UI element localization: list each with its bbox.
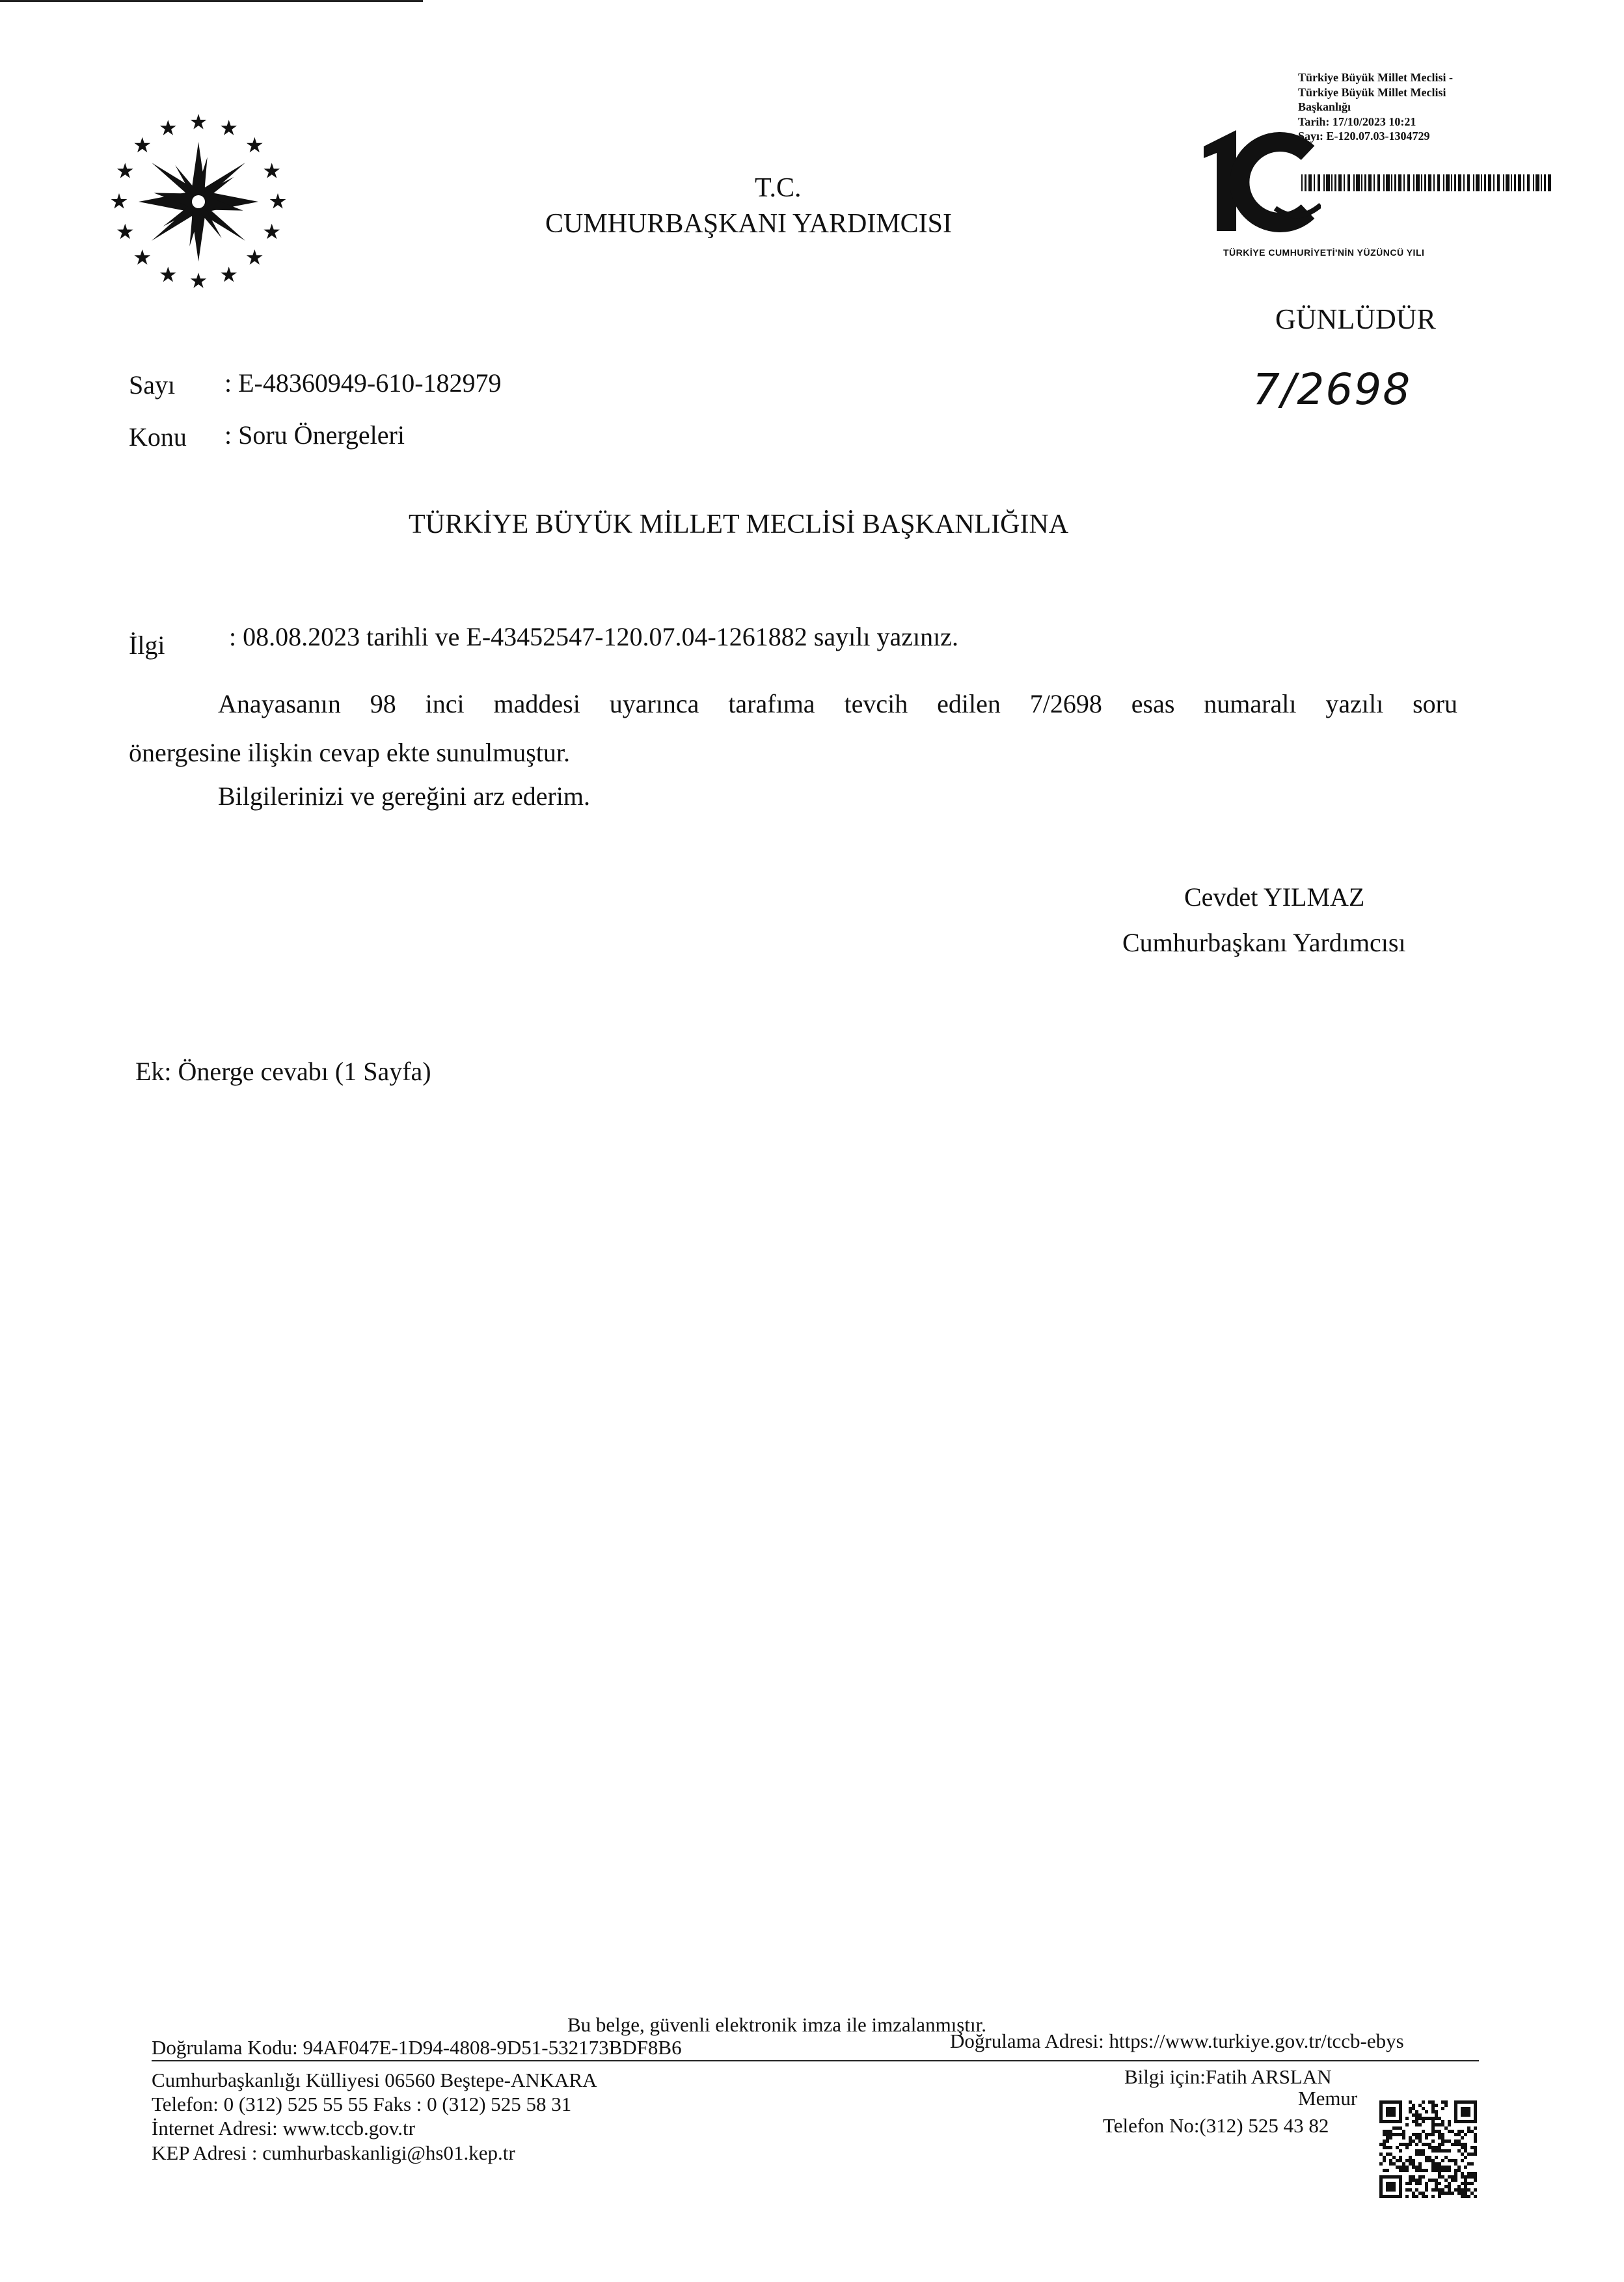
- signatory-name: Cevdet YILMAZ: [1184, 882, 1365, 912]
- signatory-title: Cumhurbaşkanı Yardımcısı: [1122, 928, 1406, 957]
- org-heading: CUMHURBAŞKANI YARDIMCISI: [545, 209, 953, 239]
- ilgi-label: İlgi: [129, 631, 165, 660]
- esign-notice: Bu belge, güvenli elektronik imza ile imzalanmıştır.: [567, 2013, 986, 2036]
- barcode-icon: [1301, 174, 1552, 191]
- daily-mark: GÜNLÜDÜR: [1275, 303, 1436, 335]
- attachment-note: Ek: Önerge cevabı (1 Sayfa): [135, 1057, 431, 1086]
- tc-heading: T.C.: [755, 173, 802, 203]
- stamp-line: Sayı: E-120.07.03-1304729: [1298, 129, 1430, 143]
- verification-address[interactable]: Doğrulama Adresi: https://www.turkiye.gov.tr/tccb-ebys: [950, 2030, 1404, 2052]
- addressee: TÜRKİYE BÜYÜK MİLLET MECLİSİ BAŞKANLIĞINA: [409, 509, 1069, 539]
- info-contact: Bilgi için:Fatih ARSLAN: [1124, 2065, 1332, 2088]
- receipt-stamp: [1298, 70, 1453, 144]
- ilgi-value: : 08.08.2023 tarihli ve E-43452547-120.07.04-1261882 sayılı yazınız.: [229, 622, 958, 651]
- body-paragraph: önergesine ilişkin cevap ekte sunulmuştur.: [129, 738, 571, 767]
- stamp-line: Türkiye Büyük Millet Meclisi: [1298, 85, 1446, 99]
- verification-code: Doğrulama Kodu: 94AF047E-1D94-4808-9D51-532173BDF8B6: [152, 2036, 682, 2059]
- info-role: Memur: [1298, 2087, 1358, 2110]
- footer-web[interactable]: İnternet Adresi: www.tccb.gov.tr: [152, 2117, 415, 2139]
- stamp-line: Tarih: 17/10/2023 10:21: [1298, 115, 1416, 128]
- qr-code-icon: [1379, 2100, 1477, 2198]
- stamp-line: Başkanlığı: [1298, 100, 1351, 113]
- sayi-value: : E-48360949-610-182979: [224, 368, 502, 398]
- konu-value: : Soru Önergeleri: [224, 420, 405, 450]
- stamp-line: Türkiye Büyük Millet Meclisi -: [1298, 71, 1453, 84]
- top-rule: [0, 0, 423, 2]
- footer-kep[interactable]: KEP Adresi : cumhurbaskanligi@hs01.kep.tr: [152, 2141, 515, 2164]
- footer-rule: [152, 2060, 1479, 2061]
- sayi-label: Sayı: [129, 370, 176, 400]
- centennial-caption: TÜRKİYE CUMHURİYETİ'NİN YÜZÜNCÜ YILI: [1223, 247, 1425, 258]
- footer-address: Cumhurbaşkanlığı Külliyesi 06560 Beştepe-ANKARA: [152, 2069, 597, 2091]
- presidential-emblem-icon: [107, 111, 290, 293]
- konu-label: Konu: [129, 422, 187, 452]
- handwritten-number: 7/2698: [1252, 364, 1412, 414]
- body-paragraph: Anayasanın 98 inci maddesi uyarınca tarafıma tevcih edilen 7/2698 esas numaralı yazılı soru: [218, 689, 1457, 718]
- info-phone: Telefon No:(312) 525 43 82: [1103, 2114, 1329, 2137]
- footer-phone-fax: Telefon: 0 (312) 525 55 55 Faks : 0 (312) 525 58 31: [152, 2093, 572, 2115]
- body-paragraph: Bilgilerinizi ve gereğini arz ederim.: [218, 781, 590, 811]
